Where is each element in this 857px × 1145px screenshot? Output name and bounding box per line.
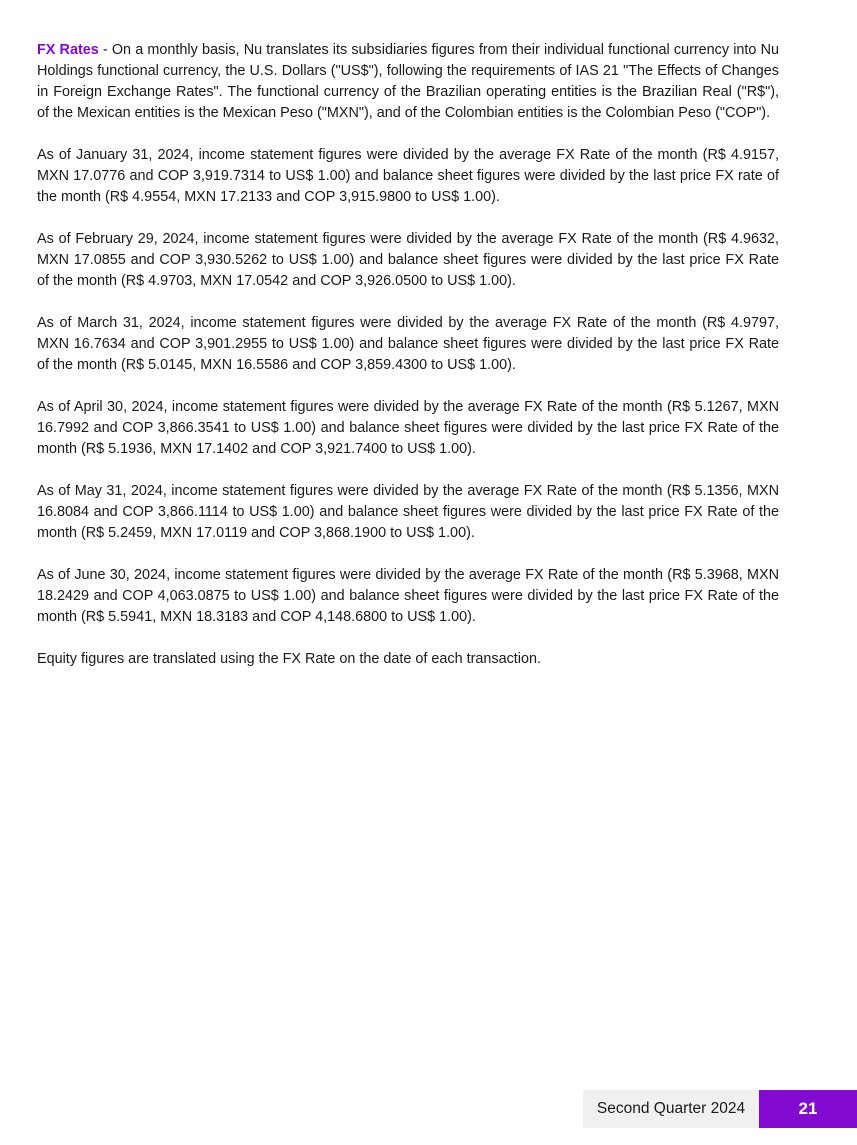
page-number: 21	[759, 1090, 857, 1128]
section-heading: FX Rates	[37, 42, 99, 58]
footer-period-label: Second Quarter 2024	[583, 1090, 759, 1128]
paragraph-may: As of May 31, 2024, income statement figures were divided by the average FX Rate of the month (R$ 5.1356, MXN 16.8084 and COP 3,866.1114 to US$ 1.00) and balance sheet figures were divided by the last price FX Rate of the month (R$ 5.2459, MXN 17.0119 and COP 3,868.1900 to US$ 1.00).	[37, 483, 779, 541]
intro-paragraph	[37, 40, 779, 124]
paragraph-june: As of June 30, 2024, income statement figures were divided by the average FX Rate of the month (R$ 5.3968, MXN 18.2429 and COP 4,063.0875 to US$ 1.00) and balance sheet figures were divided by the last price FX Rate of the month (R$ 5.5941, MXN 18.3183 and COP 4,148.6800 to US$ 1.00).	[37, 567, 779, 625]
paragraph-february: As of February 29, 2024, income statement figures were divided by the average FX Rate of the month (R$ 4.9632, MXN 17.0855 and COP 3,930.5262 to US$ 1.00) and balance sheet figures were divided by the last price FX Rate of the month (R$ 4.9703, MXN 17.0542 and COP 3,926.0500 to US$ 1.00).	[37, 231, 779, 289]
paragraph-equity: Equity figures are translated using the FX Rate on the date of each transaction.	[37, 651, 541, 667]
paragraph-april: As of April 30, 2024, income statement figures were divided by the average FX Rate of the month (R$ 5.1267, MXN 16.7992 and COP 3,866.3541 to US$ 1.00) and balance sheet figures were divided by the last price FX Rate of the month (R$ 5.1936, MXN 17.1402 and COP 3,921.7400 to US$ 1.00).	[37, 399, 779, 457]
document-body	[37, 40, 779, 691]
page-footer	[583, 1090, 857, 1128]
intro-text: - On a monthly basis, Nu translates its subsidiaries figures from their individual functional currency into Nu Holdings functional currency, the U.S. Dollars ("US$"), following the requirements of IAS 21 "The Effects of Changes in Foreign Exchange Rates". The functional currency of the Brazilian operating entities is the Brazilian Real ("R$"), of the Mexican entities is the Mexican Peso ("MXN"), and of the Colombian entities is the Colombian Peso ("COP").	[37, 42, 779, 121]
paragraph-january: As of January 31, 2024, income statement figures were divided by the average FX Rate of the month (R$ 4.9157, MXN 17.0776 and COP 3,919.7314 to US$ 1.00) and balance sheet figures were divided by the last price FX rate of the month (R$ 4.9554, MXN 17.2133 and COP 3,915.9800 to US$ 1.00).	[37, 147, 779, 205]
paragraph-march: As of March 31, 2024, income statement figures were divided by the average FX Rate of the month (R$ 4.9797, MXN 16.7634 and COP 3,901.2955 to US$ 1.00) and balance sheet figures were divided by the last price FX Rate of the month (R$ 5.0145, MXN 16.5586 and COP 3,859.4300 to US$ 1.00).	[37, 315, 779, 373]
